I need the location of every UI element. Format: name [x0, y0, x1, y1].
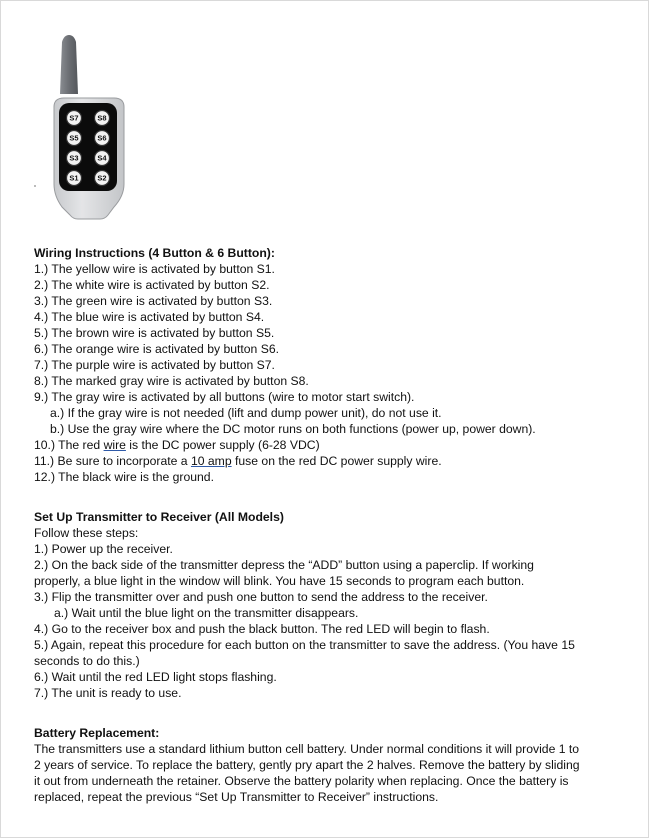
- underlined-word: wire: [103, 438, 126, 452]
- setup-line: 5.) Again, repeat this procedure for each button on the transmitter to save the address. (You have 15: [34, 638, 575, 652]
- battery-section: [34, 725, 634, 805]
- remote-button-s2: [95, 171, 110, 186]
- remote-button-label: S3: [69, 153, 79, 163]
- remote-button-s7: [67, 111, 82, 126]
- setup-title: Set Up Transmitter to Receiver (All Models): [34, 510, 284, 524]
- wiring-line: 8.) The marked gray wire is activated by button S8.: [34, 374, 309, 388]
- setup-line: 7.) The unit is ready to use.: [34, 686, 182, 700]
- battery-line: 2 years of service. To replace the battery, gently pry apart the 2 halves. Remove the battery by sliding: [34, 758, 580, 772]
- antenna: [60, 35, 78, 94]
- wiring-title: Wiring Instructions (4 Button & 6 Button):: [34, 246, 275, 260]
- remote-button-label: S8: [97, 113, 107, 123]
- scan-mark: [34, 185, 36, 187]
- remote-button-label: S6: [97, 133, 107, 143]
- battery-line: it out from underneath the retainer. Observe the battery polarity when replacing. Once the battery is: [34, 774, 569, 788]
- remote-button-s6: [95, 131, 110, 146]
- battery-title: Battery Replacement:: [34, 726, 160, 740]
- remote-button-label: S4: [97, 153, 107, 163]
- wiring-line: 3.) The green wire is activated by button S3.: [34, 294, 273, 308]
- wiring-subline: a.) If the gray wire is not needed (lift and dump power unit), do not use it.: [50, 406, 442, 420]
- underlined-word: 10 amp: [190, 454, 232, 468]
- battery-line: The transmitters use a standard lithium button cell battery. Under normal conditions it will provide 1 to: [34, 742, 580, 756]
- setup-line: seconds to do this.): [34, 654, 140, 668]
- wiring-line: 9.) The gray wire is activated by all buttons (wire to motor start switch).: [34, 390, 415, 404]
- text-run: is the DC power supply (6-28 VDC): [125, 438, 320, 452]
- setup-line: 1.) Power up the receiver.: [34, 542, 173, 556]
- wiring-line-10: [34, 437, 634, 453]
- setup-line: 3.) Flip the transmitter over and push one button to send the address to the receiver.: [34, 590, 488, 604]
- remote-button-s1: [67, 171, 82, 186]
- remote-button-label: S1: [69, 173, 79, 183]
- remote-button-s5: [67, 131, 82, 146]
- setup-section: [34, 509, 634, 701]
- wiring-line: 5.) The brown wire is activated by button S5.: [34, 326, 275, 340]
- remote-transmitter-image: [50, 32, 128, 222]
- wiring-line: 4.) The blue wire is activated by button S4.: [34, 310, 265, 324]
- battery-line: replaced, repeat the previous “Set Up Transmitter to Receiver” instructions.: [34, 790, 439, 804]
- wiring-subline: b.) Use the gray wire where the DC motor runs on both functions (power up, power down).: [50, 422, 536, 436]
- wiring-line: 12.) The black wire is the ground.: [34, 470, 214, 484]
- setup-line: Follow these steps:: [34, 526, 139, 540]
- text-run: 10.) The red: [34, 438, 104, 452]
- wiring-line: 6.) The orange wire is activated by button S6.: [34, 342, 280, 356]
- document-body: [34, 245, 634, 829]
- setup-line: 4.) Go to the receiver box and push the black button. The red LED will begin to flash.: [34, 622, 490, 636]
- remote-button-label: S2: [97, 173, 107, 183]
- remote-button-label: S5: [69, 133, 79, 143]
- wiring-section: [34, 245, 634, 485]
- wiring-line: 7.) The purple wire is activated by button S7.: [34, 358, 275, 372]
- setup-subline: a.) Wait until the blue light on the transmitter disappears.: [54, 606, 359, 620]
- remote-button-s3: [67, 151, 82, 166]
- wiring-line: 1.) The yellow wire is activated by button S1.: [34, 262, 275, 276]
- remote-button-s4: [95, 151, 110, 166]
- text-run: fuse on the red DC power supply wire.: [231, 454, 442, 468]
- setup-line: properly, a blue light in the window will blink. You have 15 seconds to program each button.: [34, 574, 525, 588]
- wiring-line-11: [34, 453, 634, 469]
- wiring-line: 2.) The white wire is activated by button S2.: [34, 278, 270, 292]
- setup-line: 2.) On the back side of the transmitter depress the “ADD” button using a paperclip. If working: [34, 558, 534, 572]
- text-run: 11.) Be sure to incorporate a: [34, 454, 191, 468]
- remote-button-label: S7: [69, 113, 79, 123]
- remote-button-s8: [95, 111, 110, 126]
- setup-line: 6.) Wait until the red LED light stops flashing.: [34, 670, 277, 684]
